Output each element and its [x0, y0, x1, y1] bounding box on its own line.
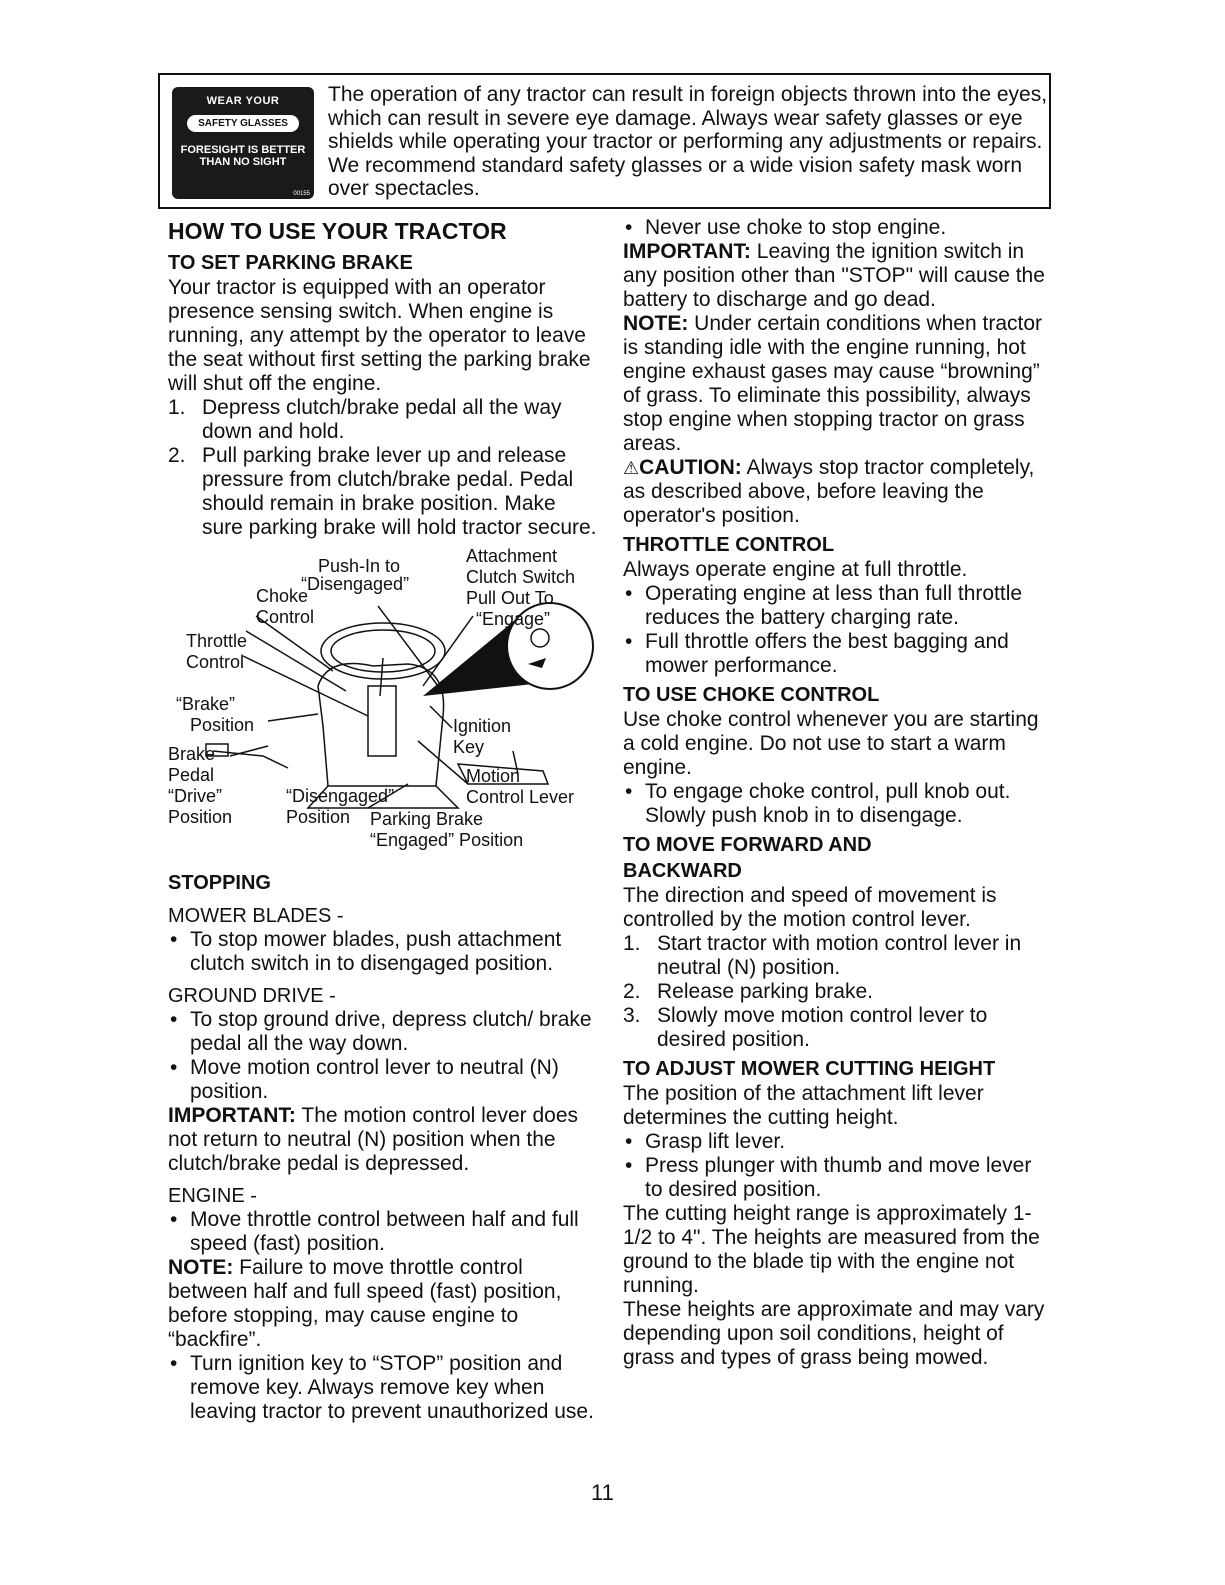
- stopping-heading: STOPPING: [168, 872, 271, 894]
- step-text: Pull parking brake lever up and release pressure from clutch/brake pedal. Pedal should remain in brake position. Make sure parking brake will hold tractor secure.: [202, 444, 597, 539]
- caution-paragraph: [623, 456, 1053, 528]
- choke-heading: TO USE CHOKE CONTROL: [623, 684, 880, 706]
- push-in-label: Push-In to: [318, 556, 401, 576]
- brake-position-label: “Brake”: [176, 694, 236, 714]
- disengaged-position-label: “Disengaged”: [286, 786, 395, 806]
- step-number: 1.: [623, 932, 641, 955]
- warning-text: The operation of any tractor can result in foreign objects thrown into the eyes, which can result in severe eye damage. Always wear safety glasses or eye shields while operating your tractor or performing any adjustments or repairs. We recommend standard safety glasses or a wide vision safety mask worn over spectacles.: [328, 83, 1048, 200]
- throttle-intro: Always operate engine at full throttle.: [623, 558, 968, 581]
- choke-label: Choke: [256, 586, 309, 606]
- list-item: • To engage choke control, pull knob out. Slowly push knob in to disengage.: [623, 780, 1053, 828]
- left-column: [168, 216, 598, 1424]
- cutting-height-range: The cutting height range is approximately 1-1/2 to 4". The heights are measured from the ground to the blade tip with the engine not running.: [623, 1202, 1040, 1297]
- list-item: [623, 1004, 1053, 1052]
- motion-control-lever-label: Control Lever: [466, 787, 575, 807]
- motion-label: Motion: [466, 766, 521, 786]
- list-item: • Never use choke to stop engine.: [623, 216, 1053, 240]
- important-text: Leaving the ignition switch in any position other than "STOP" will cause the battery to discharge and go dead.: [623, 240, 1045, 311]
- step-number: 2.: [623, 980, 641, 1003]
- badge-line3: FORESIGHT IS BETTER: [180, 144, 306, 156]
- note-label: NOTE:: [168, 1256, 234, 1279]
- list-item: [623, 932, 1053, 980]
- attachment-label: Attachment: [466, 546, 558, 566]
- step-number: 3.: [623, 1004, 641, 1027]
- clutch-switch-label: Clutch Switch: [466, 567, 576, 587]
- move-heading-line1: TO MOVE FORWARD AND: [623, 834, 872, 856]
- pull-out-label: Pull Out To: [466, 588, 554, 608]
- list-item: • Grasp lift lever.: [623, 1130, 1053, 1154]
- badge-line2: SAFETY GLASSES: [187, 115, 299, 132]
- list-item: • Turn ignition key to “STOP” position and remove key. Always remove key when leaving tractor to prevent unauthorized use.: [168, 1352, 598, 1424]
- step-text: Slowly move motion control lever to desired position.: [657, 1004, 988, 1051]
- choke-intro: Use choke control whenever you are starting a cold engine. Do not use to start a warm engine.: [623, 708, 1039, 779]
- safety-glasses-badge-icon: [172, 87, 314, 199]
- drive-position-label: Position: [168, 807, 233, 827]
- ground-drive-subheading: GROUND DRIVE -: [168, 985, 336, 1007]
- parking-brake-heading: TO SET PARKING BRAKE: [168, 252, 413, 274]
- step-text: Release parking brake.: [657, 980, 873, 1003]
- badge-line4: THAN NO SIGHT: [199, 156, 287, 168]
- move-intro: The direction and speed of movement is controlled by the motion control lever.: [623, 884, 997, 931]
- browning-note: [623, 312, 1053, 456]
- caution-icon: ⚠: [623, 458, 640, 478]
- step-text: Depress clutch/brake pedal all the way down and hold.: [202, 396, 562, 443]
- note-label: NOTE:: [623, 312, 689, 335]
- disengaged-label: “Disengaged”: [301, 574, 410, 594]
- stopping-note: [168, 1256, 598, 1352]
- list-item: • To stop mower blades, push attachment clutch switch in to disengaged position.: [168, 928, 598, 976]
- right-column: [623, 216, 1053, 1370]
- engage-label: “Engage”: [476, 609, 551, 629]
- list-item: • Press plunger with thumb and move lever to desired position.: [623, 1154, 1053, 1202]
- caution-label: CAUTION:: [639, 456, 742, 479]
- engine-subheading: ENGINE -: [168, 1185, 257, 1207]
- list-item: • Full throttle offers the best bagging and mower performance.: [623, 630, 1053, 678]
- tractor-controls-diagram: [168, 546, 598, 866]
- stopping-important: [168, 1104, 598, 1176]
- important-label: IMPORTANT:: [623, 240, 751, 263]
- throttle-heading: THROTTLE CONTROL: [623, 534, 835, 556]
- throttle-control-label: Control: [186, 652, 245, 672]
- important-label: IMPORTANT:: [168, 1104, 296, 1127]
- disengaged-position-sub-label: Position: [286, 807, 351, 827]
- note-text: Under certain conditions when tractor is standing idle with the engine running, hot engine exhaust gases may cause “browning” of grass. To eliminate this possibility, always stop engine when stopping tractor on grass areas.: [623, 312, 1043, 455]
- section-title: HOW TO USE YOUR TRACTOR: [168, 218, 507, 244]
- parking-brake-label: Parking Brake: [370, 809, 484, 829]
- brake-pedal-label: Brake: [168, 744, 216, 764]
- badge-line1: WEAR YOUR: [206, 95, 280, 107]
- brake-pedal-sub-label: Pedal: [168, 765, 215, 785]
- step-number: 2.: [168, 444, 186, 467]
- cutting-height-heading: TO ADJUST MOWER CUTTING HEIGHT: [623, 1058, 996, 1080]
- drive-label: “Drive”: [168, 786, 222, 806]
- list-item: [168, 396, 598, 444]
- ignition-important: [623, 240, 1053, 312]
- list-item: [168, 444, 598, 540]
- parking-brake-intro: Your tractor is equipped with an operator presence sensing switch. When engine is running, any attempt by the operator to leave the seat without first setting the parking brake will shut off the engine.: [168, 276, 591, 395]
- page-number: 11: [591, 1480, 614, 1505]
- choke-control-label: Control: [256, 607, 315, 627]
- step-number: 1.: [168, 396, 186, 419]
- list-item: • To stop ground drive, depress clutch/ brake pedal all the way down.: [168, 1008, 598, 1056]
- list-item: • Move motion control lever to neutral (N) position.: [168, 1056, 598, 1104]
- cutting-height-intro: The position of the attachment lift lever determines the cutting height.: [623, 1082, 984, 1129]
- list-item: • Move throttle control between half and full speed (fast) position.: [168, 1208, 598, 1256]
- ignition-key-label: Key: [453, 737, 485, 757]
- caution-text: Always stop tractor completely, as described above, before leaving the operator's position.: [623, 456, 1035, 527]
- safety-warning-box: [158, 73, 1051, 209]
- important-text: The motion control lever does not return to neutral (N) position when the clutch/brake pedal is depressed.: [168, 1104, 579, 1175]
- badge-code: 00155: [293, 191, 310, 197]
- throttle-label: Throttle: [186, 631, 248, 651]
- brake-position-sub-label: Position: [190, 715, 255, 735]
- note-text: Failure to move throttle control between half and full speed (fast) position, before stopping, may cause engine to “backfire”.: [168, 1256, 562, 1351]
- list-item: • Operating engine at less than full throttle reduces the battery charging rate.: [623, 582, 1053, 630]
- step-text: Start tractor with motion control lever in neutral (N) position.: [657, 932, 1022, 979]
- engaged-position-label: “Engaged” Position: [370, 830, 524, 850]
- ignition-label: Ignition: [453, 716, 512, 736]
- list-item: [623, 980, 1053, 1004]
- move-heading-line2: BACKWARD: [623, 860, 742, 882]
- cutting-height-note: These heights are approximate and may vary depending upon soil conditions, height of grass and types of grass being mowed.: [623, 1298, 1045, 1369]
- mower-blades-subheading: MOWER BLADES -: [168, 905, 344, 927]
